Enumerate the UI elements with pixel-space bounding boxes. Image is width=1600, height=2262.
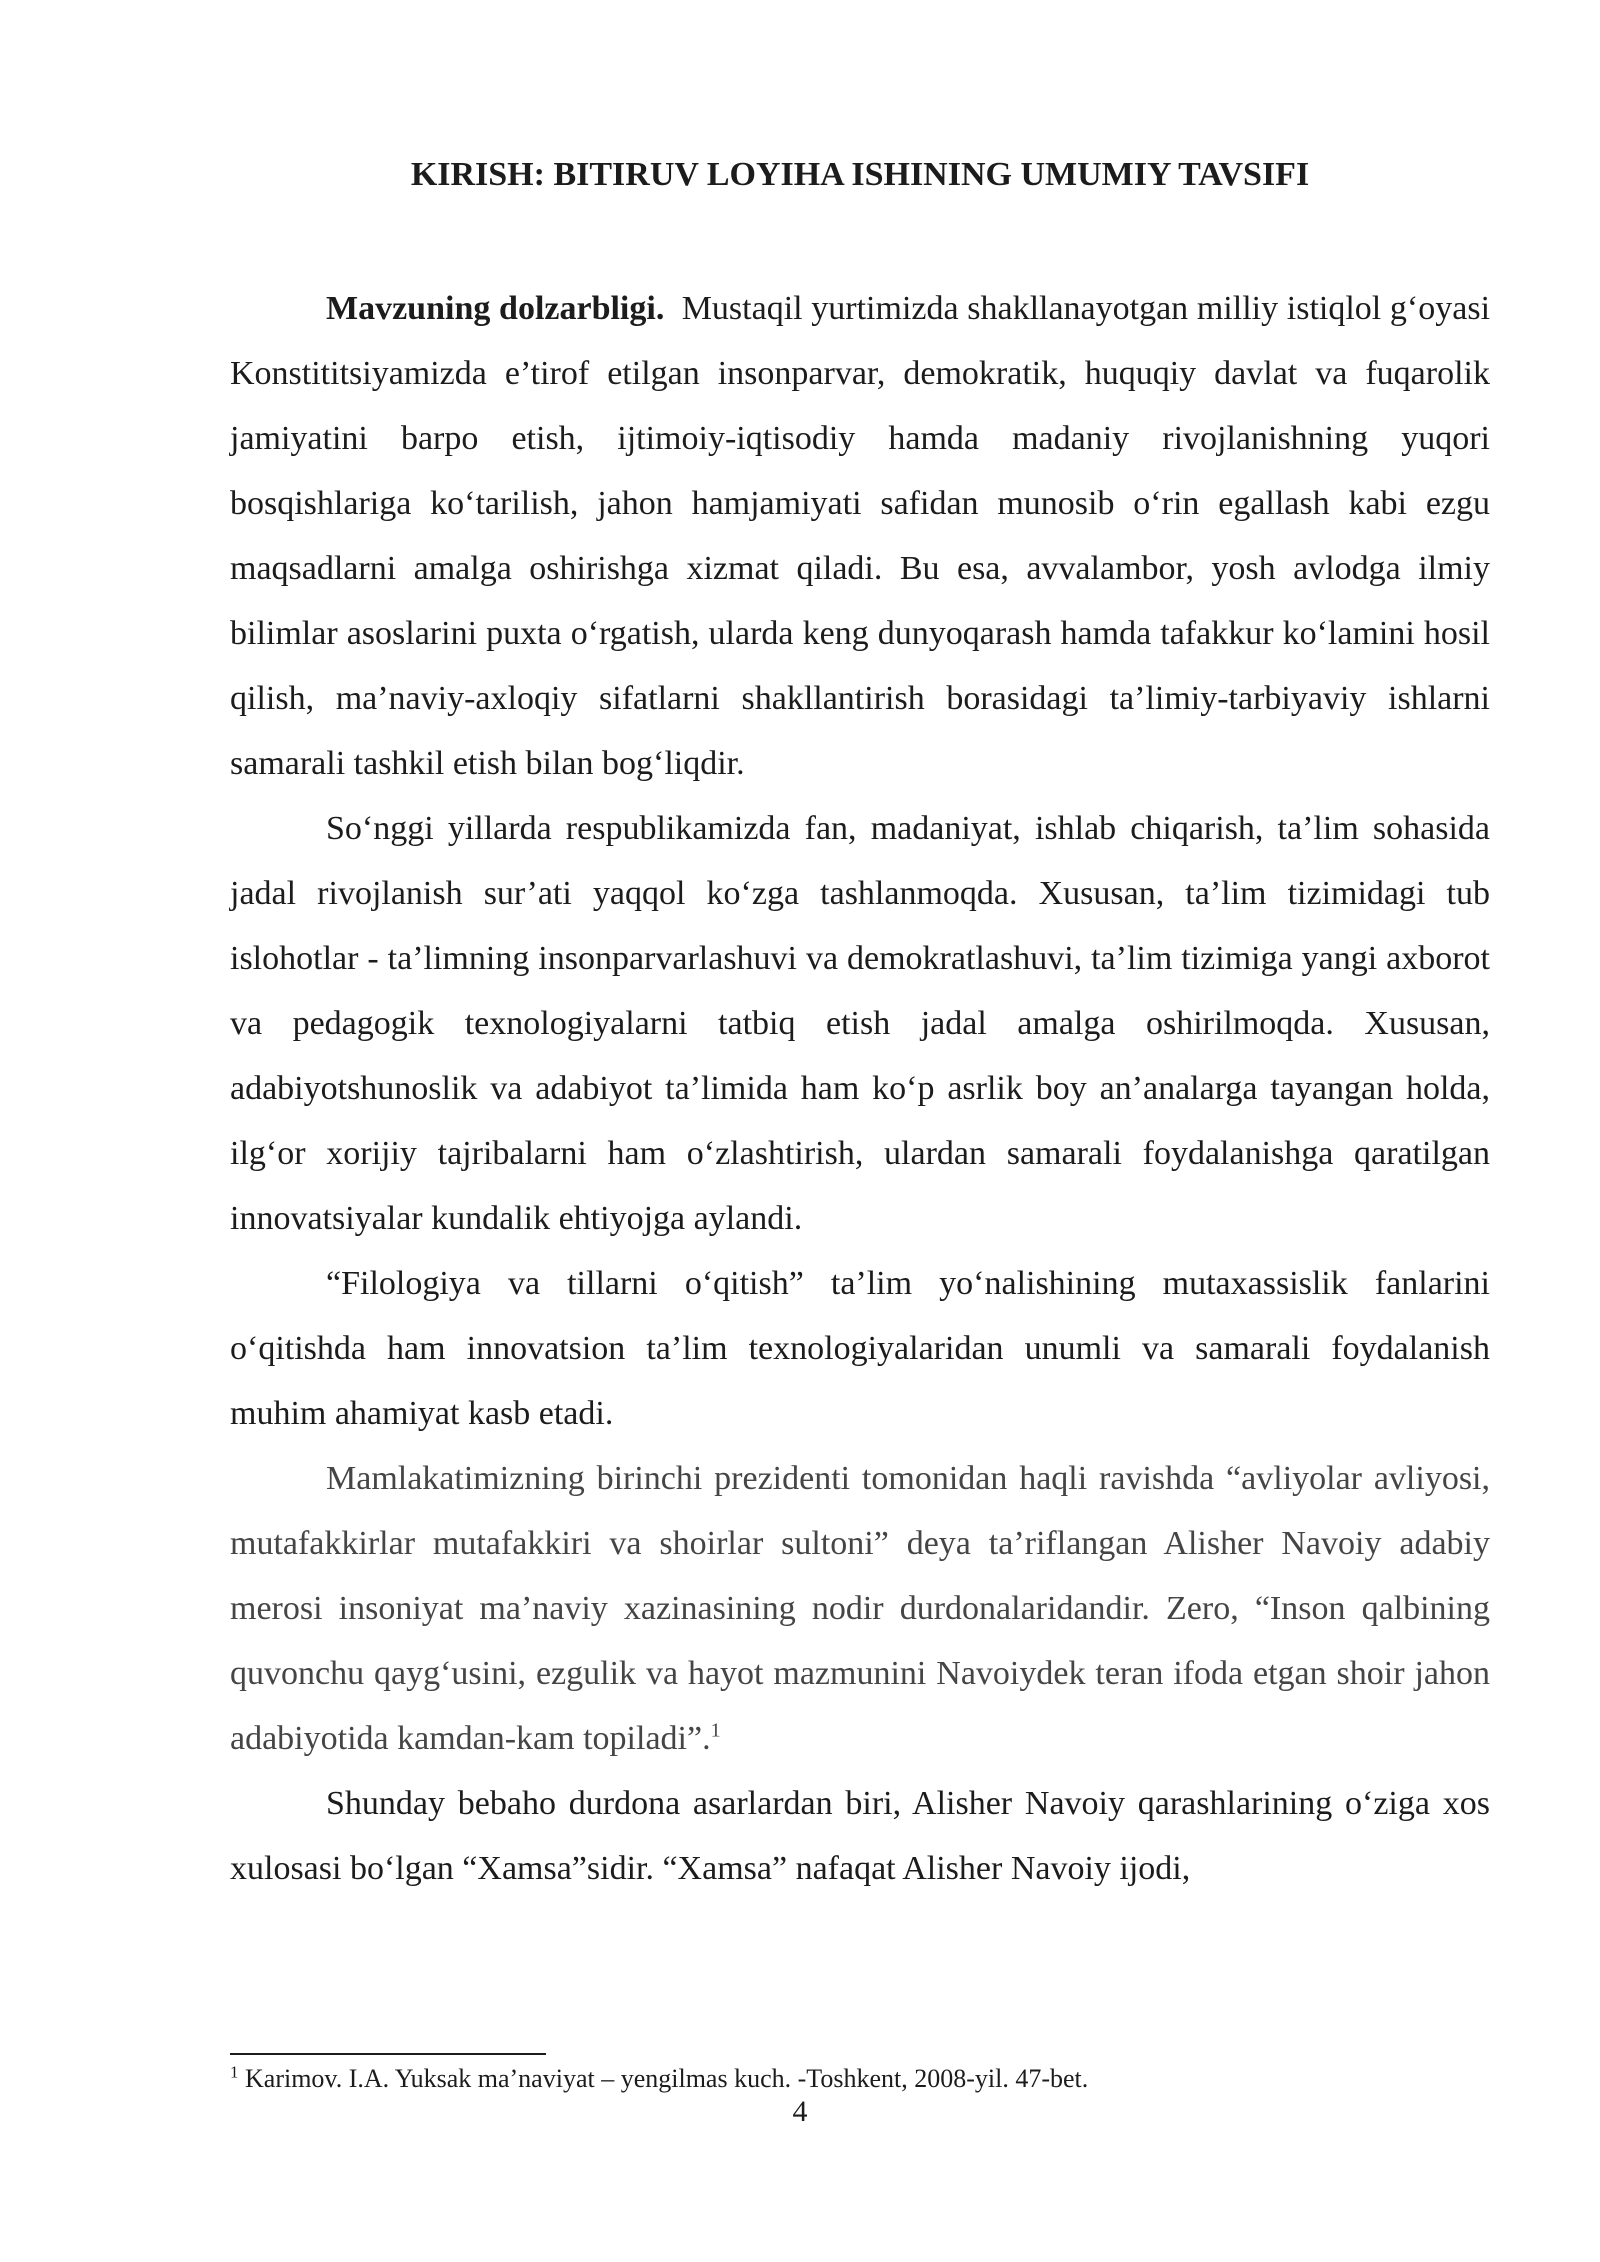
paragraph-relevance <box>230 276 1490 796</box>
footnote-text: Karimov. I.A. Yuksak ma’naviyat – yengilmas kuch. -Toshkent, 2008-yil. 47-bet. <box>238 2064 1089 2093</box>
paragraph-4-text: Mamlakatimizning birinchi prezidenti tomonidan haqli ravishda “avliyolar avliyosi, mutafakkirlar mutafakkiri va shoirlar sultoni” deya ta’riflangan Alisher Navoiy adabiy merosi insoniyat ma’naviy xazinasining nodir durdonalaridandir. Zero, “Inson qalbining quvonchu qayg‘usini, ezgulik va hayot mazmunini Navoiydek teran ifoda etgan shoir jahon adabiyotida kamdan-kam topiladi”. <box>230 1460 1490 1757</box>
page-title: KIRISH: BITIRUV LOYIHA ISHINING UMUMIY TAVSIFI <box>410 156 1310 193</box>
relevance-heading: Mavzuning dolzarbligi. <box>326 290 665 327</box>
paragraph-3: “Filologiya va tillarni o‘qitish” ta’lim yo‘nalishining mutaxassislik fanlarini o‘qitishda ham innovatsion ta’lim texnologiyalaridan unumli va samarali foydalanish muhim ahamiyat kasb etadi. <box>230 1265 1490 1432</box>
footnote <box>230 2062 1490 2096</box>
relevance-text: Mustaqil yurtimizda shakllanayotgan milliy istiqlol g‘oyasi Konstititsiyamizda e’tirof etilgan insonparvar, demokratik, huquqiy davlat va fuqarolik jamiyatini barpo etish, ijtimoiy-iqtisodiy hamda madaniy rivojlanishning yuqori bosqishlariga ko‘tarilish, jahon hamjamiyati safidan munosib o‘rin egallash kabi ezgu maqsadlarni amalga oshirishga xizmat qiladi. Bu esa, avvalambor, yosh avlodga ilmiy bilimlar asoslarini puxta o‘rgatish, ularda keng dunyoqarash hamda tafakkur ko‘lamini hosil qilish, ma’naviy-axloqiy sifatlarni shakllantirish borasidagi ta’limiy-tarbiyaviy ishlarni samarali tashkil etish bilan bog‘liqdir. <box>230 290 1491 782</box>
paragraph-4 <box>230 1446 1490 1771</box>
page-number: 4 <box>792 2095 808 2128</box>
paragraph-5: Shunday bebaho durdona asarlardan biri, Alisher Navoiy qarashlarining o‘ziga xos xulosasi bo‘lgan “Xamsa”sidir. “Xamsa” nafaqat Alisher Navoiy ijodi, <box>230 1785 1490 1887</box>
paragraph-2: So‘nggi yillarda respublikamizda fan, madaniyat, ishlab chiqarish, ta’lim sohasida jadal rivojlanish sur’ati yaqqol ko‘zga tashlanmoqda. Xususan, ta’lim tizimidagi tub islohotlar - ta’limning insonparvarlashuvi va demokratlashuvi, ta’lim tizimiga yangi axborot va pedagogik texnologiyalarni tatbiq etish jadal amalga oshirilmoqda. Xususan, adabiyotshunoslik va adabiyot ta’limida ham ko‘p asrlik boy an’analarga tayangan holda, ilg‘or xorijiy tajribalarni ham o‘zlashtirish, ulardan samarali foydalanishga qaratilgan innovatsiyalar kundalik ehtiyojga aylandi. <box>230 810 1490 1237</box>
footnote-number: 1 <box>230 2062 239 2082</box>
footnote-separator <box>230 2053 546 2055</box>
body-text <box>230 276 1490 1901</box>
footnote-reference: 1 <box>710 1719 721 1742</box>
